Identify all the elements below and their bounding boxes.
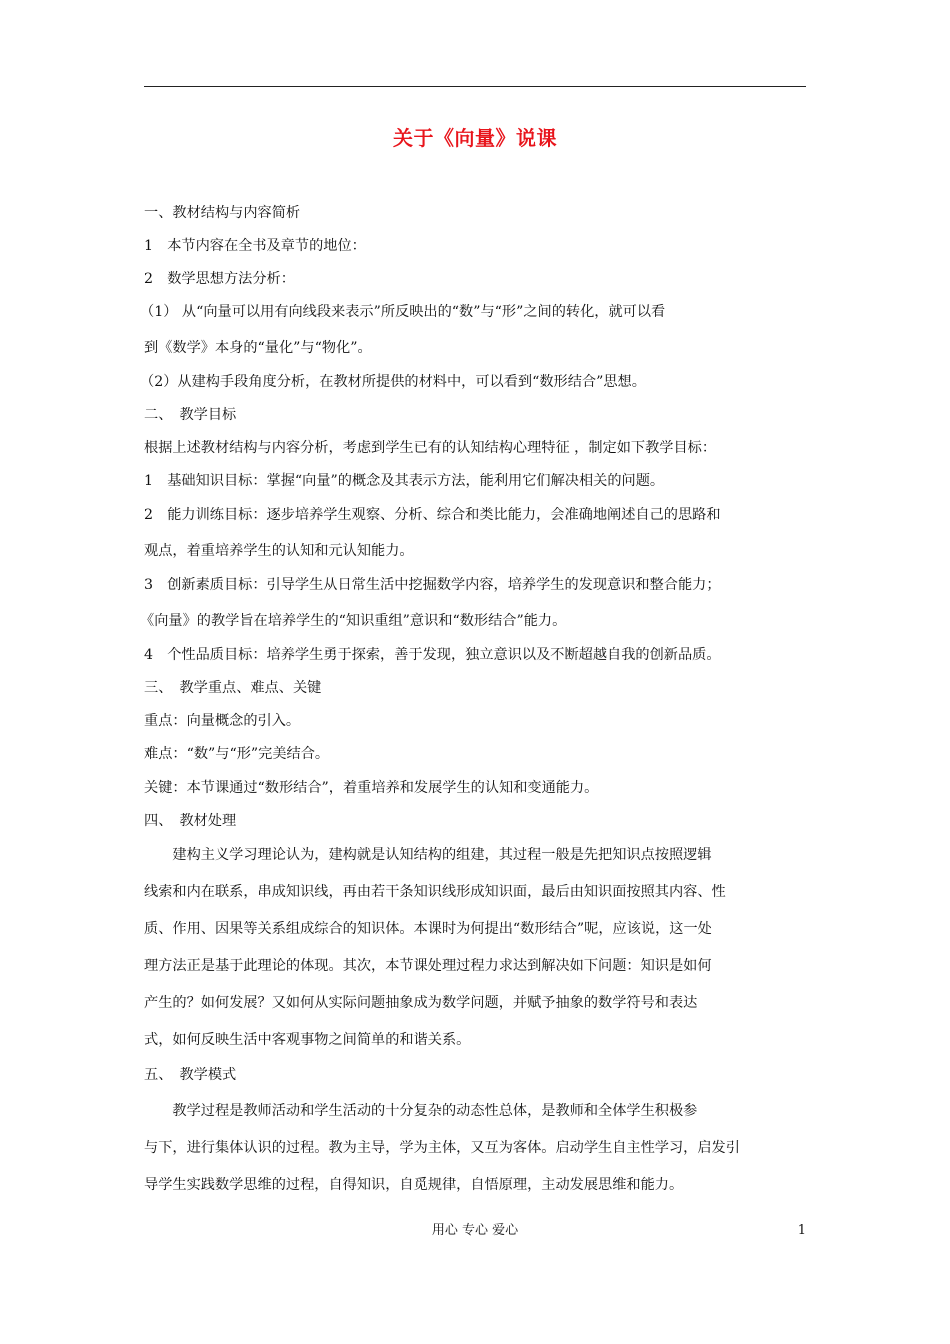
header-rule [144,86,806,87]
body-line: 《向量》的教学旨在培养学生的“知识重组”意识和“数形结合”能力。 [140,613,567,629]
body-line: 教学过程是教师活动和学生活动的十分复杂的动态性总体，是教师和全体学生积极参 [144,1103,698,1119]
body-line: 导学生实践数学思维的过程，自得知识，自觅规律，自悟原理，主动发展思维和能力。 [144,1177,684,1193]
body-line: 关键：本节课通过“数形结合”，着重培养和发展学生的认知和变通能力。 [144,780,599,796]
body-line: 2 数学思想方法分析： [144,271,295,287]
body-line: 式，如何反映生活中客观事物之间简单的和谐关系。 [144,1032,471,1048]
document-title: 关于《向量》说课 [393,126,557,150]
body-line: 4 个性品质目标：培养学生勇于探索，善于发现，独立意识以及不断超越自我的创新品质。 [144,647,721,663]
body-line: 五、 教学模式 [144,1067,237,1083]
footer-text: 用心 专心 爱心 [431,1223,519,1238]
body-line: 与下，进行集体认识的过程。教为主导，学为主体，又互为客体。启动学生自主性学习，启发引 [144,1140,740,1156]
body-line: 到《数学》本身的“量化”与“物化”。 [144,340,372,356]
body-line: 1 本节内容在全书及章节的地位： [144,238,366,254]
body-line: 观点，着重培养学生的认知和元认知能力。 [144,543,414,559]
body-line: 线索和内在联系，串成知识线，再由若干条知识线形成知识面，最后由知识面按照其内容、性 [144,884,726,900]
body-line: 三、 教学重点、难点、关键 [144,680,322,696]
body-line: （2）从建构手段角度分析，在教材所提供的材料中，可以看到“数形结合”思想。 [140,374,646,390]
body-line: 2 能力训练目标：逐步培养学生观察、分析、综合和类比能力，会准确地阐述自己的思路和 [144,507,721,523]
body-line: 理方法正是基于此理论的体现。其次，本节课处理过程力求达到解决如下问题：知识是如何 [144,958,712,974]
body-line: 根据上述教材结构与内容分析，考虑到学生已有的认知结构心理特征 ，制定如下教学目标： [144,440,717,456]
body-line: （1） 从“向量可以用有向线段来表示”所反映出的“数”与“形”之间的转化，就可以看 [140,304,666,320]
body-line: 建构主义学习理论认为，建构就是认知结构的组建，其过程一般是先把知识点按照逻辑 [144,847,712,863]
body-line: 一、教材结构与内容简析 [144,205,301,221]
page-number: 1 [797,1223,806,1238]
body-line: 难点：“数”与“形”完美结合。 [144,746,330,762]
body-line: 二、 教学目标 [144,407,237,423]
body-line: 产生的？如何发展？又如何从实际问题抽象成为数学问题，并赋予抽象的数学符号和表达 [144,995,698,1011]
body-line: 3 创新素质目标：引导学生从日常生活中挖掘数学内容，培养学生的发现意识和整合能力； [144,577,721,593]
body-line: 质、作用、因果等关系组成综合的知识体。本课时为何提出“数形结合”呢，应该说，这一处 [144,921,712,937]
body-line: 重点：向量概念的引入。 [144,713,301,729]
body-line: 四、 教材处理 [144,813,237,829]
body-line: 1 基础知识目标：掌握“向量”的概念及其表示方法，能利用它们解决相关的问题。 [144,473,665,489]
